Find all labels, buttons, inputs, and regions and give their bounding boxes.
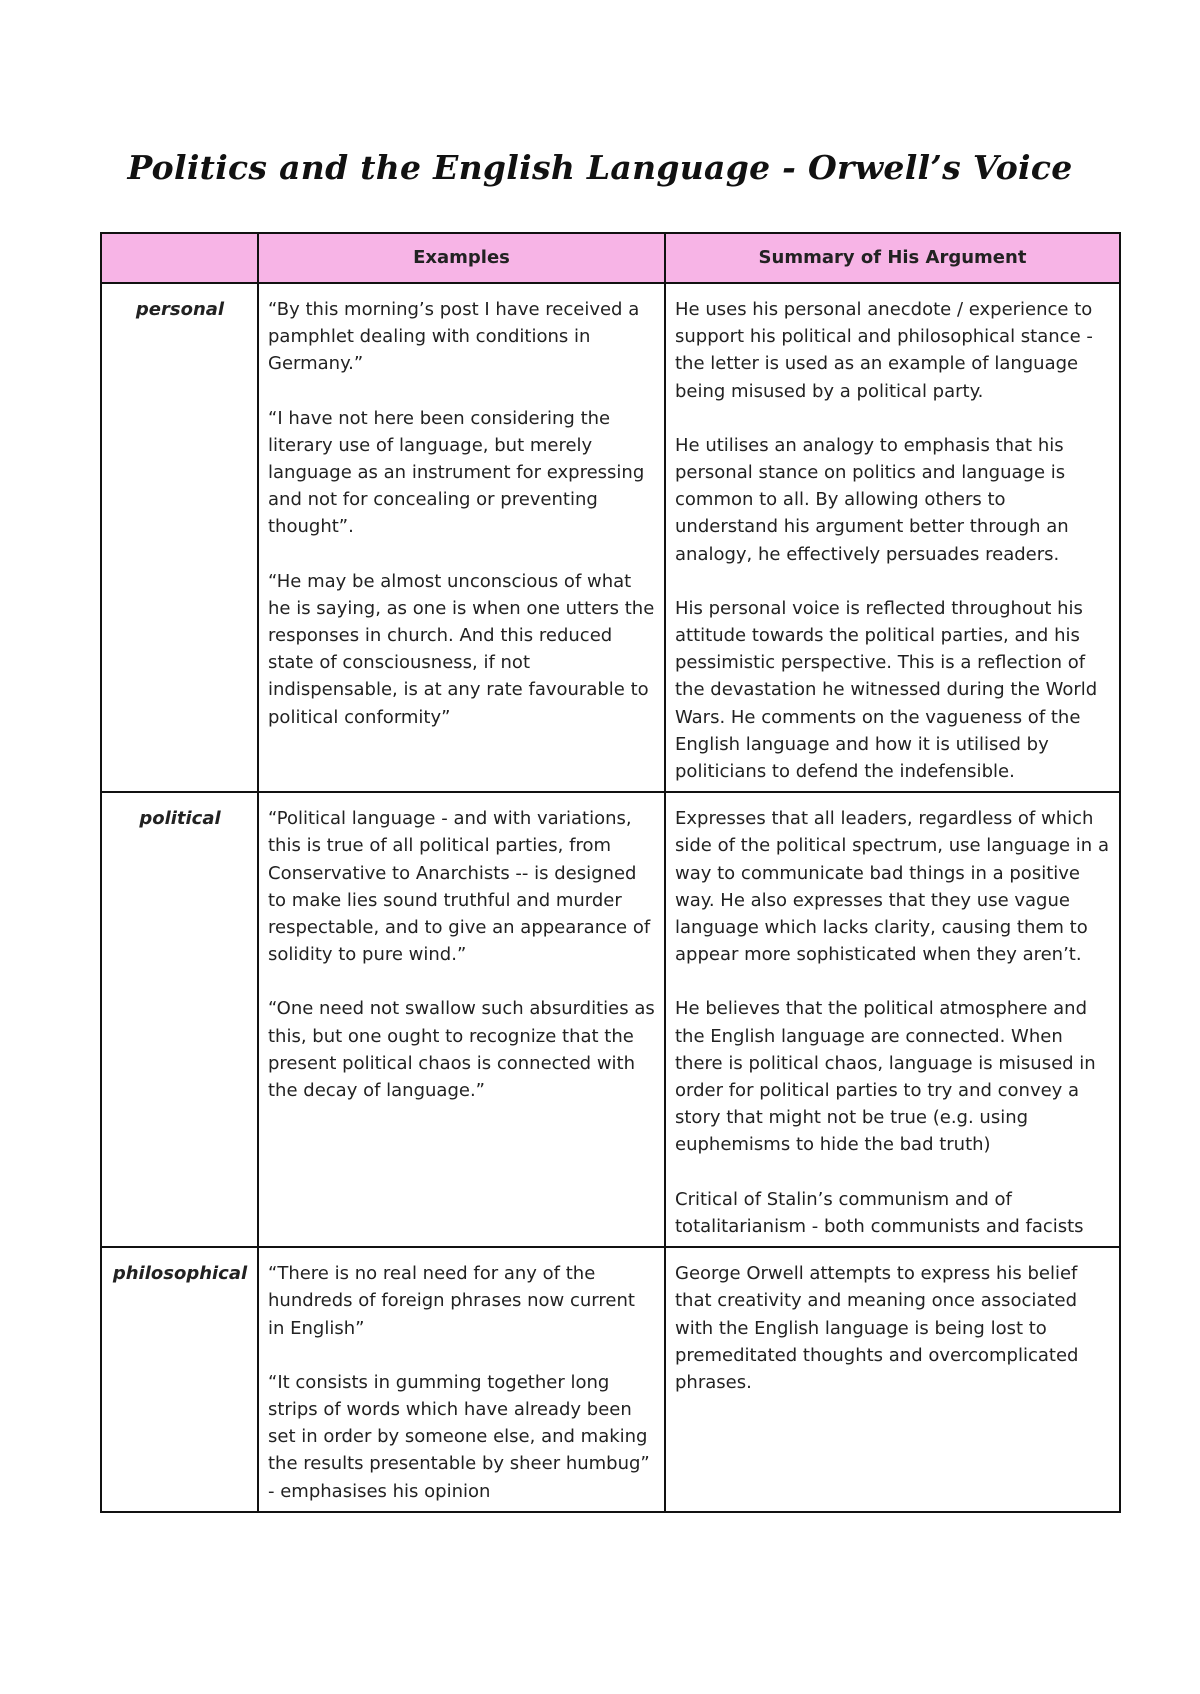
examples-cell-personal <box>258 283 665 792</box>
header-blank <box>101 233 258 283</box>
summary-paragraph: He believes that the political atmosphere and the English language are connected. When there is political chaos, language is misused in order for political parties to try and convey a story that might not be true (e.g. using euphemisms to hide the bad truth) <box>675 998 1096 1156</box>
header-examples: Examples <box>258 233 665 283</box>
row-label-personal: personal <box>101 283 258 792</box>
table-row-philosophical <box>101 1247 1120 1512</box>
summary-cell-personal <box>665 283 1120 792</box>
example-quote: “There is no real need for any of the hundreds of foreign phrases now current in English” <box>268 1263 635 1339</box>
table-header-row <box>101 233 1120 283</box>
example-quote: “One need not swallow such absurdities as this, but one ought to recognize that the present political chaos is connected with the decay of language.” <box>268 998 655 1102</box>
example-quote: “By this morning’s post I have received a pamphlet dealing with conditions in Germany.” <box>268 299 640 375</box>
summary-paragraph: George Orwell attempts to express his belief that creativity and meaning once associated with the English language is being lost to premeditated thoughts and overcomplicated phrases. <box>675 1263 1079 1393</box>
table-row-political <box>101 792 1120 1247</box>
summary-paragraph: His personal voice is reflected throughout his attitude towards the political parties, and his pessimistic perspective. This is a reflection of the devastation he witnessed during the World Wars. He comments on the vagueness of the English language and how it is utilised by politicians to defend the indefensible. <box>675 597 1098 783</box>
summary-paragraph: He uses his personal anecdote / experience to support his political and philosophical stance - the letter is used as an example of language being misused by a political party. <box>675 299 1093 402</box>
summary-cell-political <box>665 792 1120 1247</box>
example-quote: “Political language - and with variations, this is true of all political parties, from Conservative to Anarchists -- is designed to make lies sound truthful and murder respectable, and to give an appearance of solidity to pure wind.” <box>268 808 651 966</box>
examples-cell-political <box>258 792 665 1247</box>
summary-paragraph: Critical of Stalin’s communism and of totalitarianism - both communists and facists <box>675 1188 1084 1237</box>
examples-cell-philosophical <box>258 1247 665 1512</box>
voice-table <box>100 232 1121 1513</box>
header-summary: Summary of His Argument <box>665 233 1120 283</box>
example-quote: “It consists in gumming together long strips of words which have already been set in order by someone else, and making the results presentable by sheer humbug” - emphasises his opinion <box>268 1371 650 1502</box>
example-quote: “He may be almost unconscious of what he is saying, as one is when one utters the responses in church. And this reduced state of consciousness, if not indispensable, is at any rate favourable to political conformity” <box>268 570 655 728</box>
row-label-political: political <box>101 792 258 1247</box>
row-label-philosophical: philosophical <box>101 1247 258 1512</box>
summary-cell-philosophical <box>665 1247 1120 1512</box>
page-title: Politics and the English Language - Orwell’s Voice <box>127 148 1073 187</box>
table-row-personal <box>101 283 1120 792</box>
summary-paragraph: He utilises an analogy to emphasis that his personal stance on politics and language is common to all. By allowing others to understand his argument better through an analogy, he effectively persuades readers. <box>675 434 1069 565</box>
example-quote: “I have not here been considering the literary use of language, but merely language as an instrument for expressing and not for concealing or preventing thought”. <box>268 407 645 538</box>
summary-paragraph: Expresses that all leaders, regardless of which side of the political spectrum, use language in a way to communicate bad things in a positive way. He also expresses that they use vague language which lacks clarity, causing them to appear more sophisticated when they aren’t. <box>675 808 1109 966</box>
